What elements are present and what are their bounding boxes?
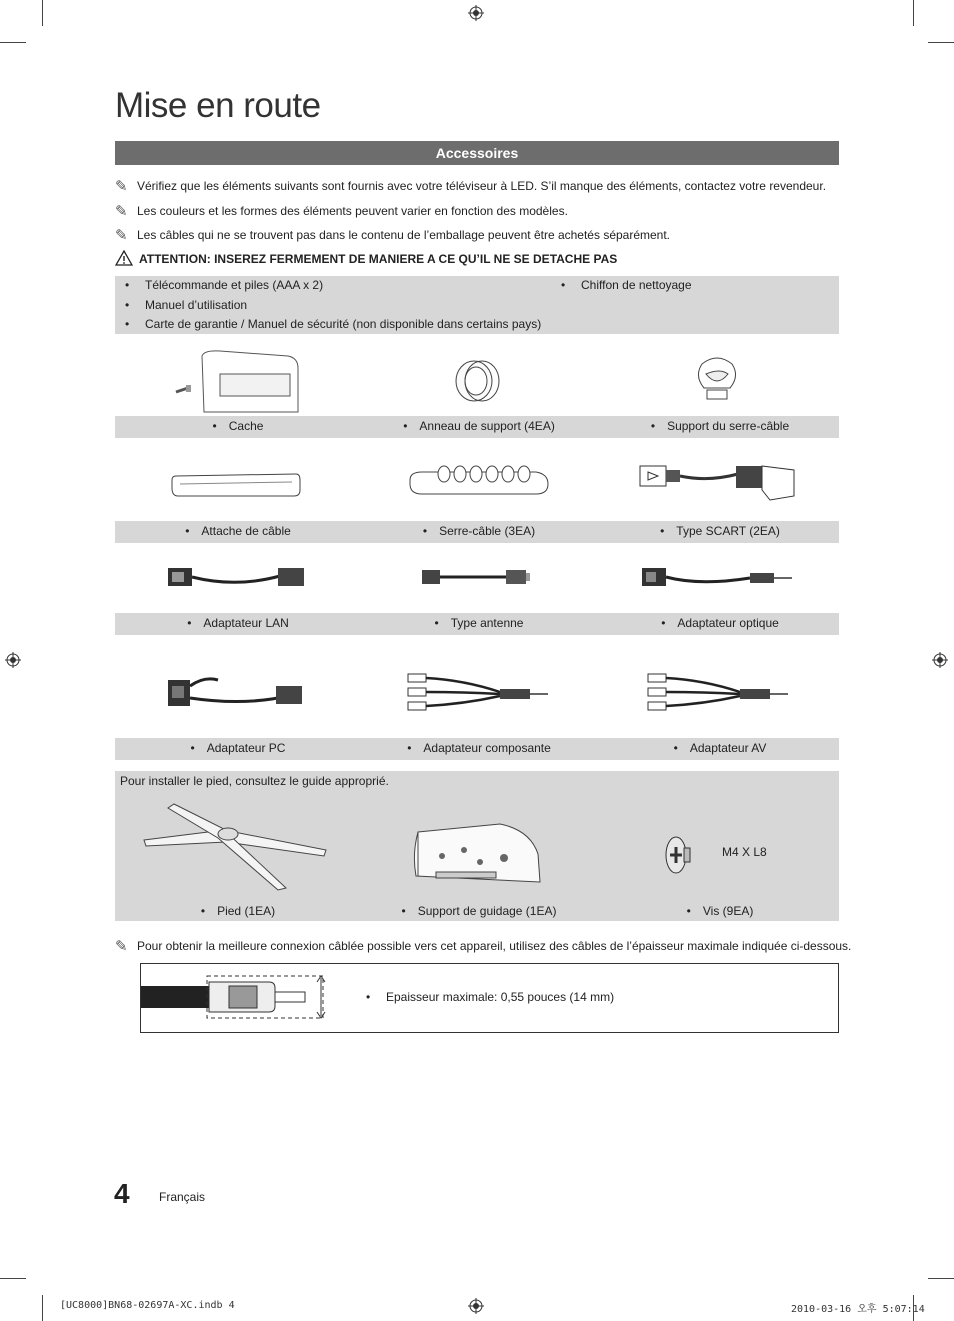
screw-illustration [664, 834, 692, 876]
note-line [115, 226, 670, 244]
list-item-text: Carte de garantie / Manuel de sécurité (non disponible dans certains pays) [145, 317, 542, 331]
caption-text: Type antenne [450, 616, 524, 630]
note-line [115, 937, 851, 955]
stand-illustration [140, 800, 330, 892]
caption-text: Support de guidage (1EA) [417, 904, 557, 918]
caption: • Support du serre-câble [650, 419, 790, 433]
pencil-note-icon: ✎ [115, 227, 128, 244]
section-header: Accessoires [115, 141, 839, 165]
thickness-item: • Epaisseur maximale: 0,55 pouces (14 mm) [366, 990, 615, 1004]
guide-stand-illustration [408, 820, 544, 886]
print-file-info: [UC8000]BN68-02697A-XC.indb 4 [60, 1300, 235, 1311]
crop-mark [42, 1295, 43, 1321]
cable-holder-support-illustration [692, 354, 742, 404]
list-item: • Carte de garantie / Manuel de sécurité (non disponible dans certains pays) [125, 317, 542, 331]
list-item-text: Chiffon de nettoyage [581, 278, 692, 292]
optical-adapter-illustration [640, 564, 796, 592]
caption-text: Support du serre-câble [667, 419, 790, 433]
crop-mark [928, 42, 954, 43]
pencil-note-icon: ✎ [115, 203, 128, 220]
registration-mark-icon [468, 5, 484, 21]
note-text: Les câbles qui ne se trouvent pas dans le contenu de l’emballage peuvent être achetés séparément. [137, 228, 671, 242]
cover-illustration [170, 348, 302, 416]
caption-text: Pied (1EA) [217, 904, 276, 918]
note-line [115, 177, 826, 195]
caption: • Adaptateur PC [190, 741, 286, 755]
caption-text: Vis (9EA) [702, 904, 754, 918]
list-item: • Chiffon de nettoyage [561, 278, 692, 292]
note-line [115, 202, 568, 220]
pencil-note-icon: ✎ [115, 938, 128, 955]
pc-adapter-illustration [164, 668, 308, 714]
caption: • Type antenne [434, 616, 524, 630]
caption: • Anneau de support (4EA) [403, 419, 555, 433]
caption: • Adaptateur LAN [187, 616, 289, 630]
registration-mark-icon [468, 1298, 484, 1314]
caption: • Adaptateur optique [661, 616, 779, 630]
caption-text: Adaptateur AV [689, 741, 767, 755]
warning-line [115, 250, 617, 266]
av-adapter-illustration [644, 670, 792, 714]
note-text: Les couleurs et les formes des éléments peuvent varier en fonction des modèles. [137, 204, 568, 218]
page-title: Mise en route [115, 86, 321, 125]
caption: • Pied (1EA) [200, 904, 276, 918]
warning-triangle-icon [115, 250, 133, 266]
crop-mark [913, 0, 914, 26]
list-item: • Télécommande et piles (AAA x 2) [125, 278, 324, 292]
note-text: Vérifiez que les éléments suivants sont fournis avec votre téléviseur à LED. S’il manque des éléments, contactez votre revendeur. [137, 179, 827, 193]
crop-mark [928, 1278, 954, 1279]
caption-text: Adaptateur composante [423, 741, 551, 755]
component-adapter-illustration [404, 670, 552, 714]
list-item-text: Manuel d’utilisation [145, 298, 248, 312]
caption-text: Type SCART (2EA) [676, 524, 780, 538]
cable-tie-illustration [170, 470, 302, 500]
caption: • Adaptateur composante [407, 741, 551, 755]
crop-mark [0, 42, 26, 43]
caption-text: Anneau de support (4EA) [419, 419, 555, 433]
registration-mark-icon [5, 652, 21, 668]
thickness-text: Epaisseur maximale: 0,55 pouces (14 mm) [386, 990, 615, 1004]
caption-text: Adaptateur PC [206, 741, 286, 755]
holder-ring-illustration [452, 358, 502, 404]
caption-text: Adaptateur optique [677, 616, 779, 630]
caption: • Type SCART (2EA) [660, 524, 780, 538]
cable-thickness-illustration [141, 972, 329, 1022]
lan-adapter-illustration [166, 562, 308, 594]
caption-text: Serre-câble (3EA) [439, 524, 536, 538]
stand-intro: Pour installer le pied, consultez le guide approprié. [120, 774, 389, 788]
warning-text: ATTENTION: INSEREZ FERMEMENT DE MANIERE A CE QU’IL NE SE DETACHE PAS [139, 252, 618, 266]
caption-text: Cache [228, 419, 264, 433]
caption-text: Attache de câble [201, 524, 291, 538]
print-timestamp: 2010-03-16 오후 5:07:14 [791, 1304, 925, 1315]
page-number: 4 [114, 1178, 130, 1209]
antenna-adapter-illustration [420, 566, 532, 588]
scart-cable-illustration [638, 460, 798, 506]
page-language: Français [159, 1190, 206, 1204]
pencil-note-icon: ✎ [115, 178, 128, 195]
caption: • Support de guidage (1EA) [401, 904, 557, 918]
caption-text: Adaptateur LAN [203, 616, 289, 630]
screw-size-label: M4 X L8 [722, 845, 767, 859]
caption: • Adaptateur AV [673, 741, 767, 755]
crop-mark [42, 0, 43, 26]
caption: • Vis (9EA) [686, 904, 754, 918]
caption: • Cache [212, 419, 264, 433]
caption: • Serre-câble (3EA) [422, 524, 536, 538]
list-item-text: Télécommande et piles (AAA x 2) [145, 278, 324, 292]
cable-holder-illustration [406, 462, 550, 502]
caption: • Attache de câble [185, 524, 291, 538]
crop-mark [0, 1278, 26, 1279]
list-item: • Manuel d’utilisation [125, 298, 248, 312]
note-text: Pour obtenir la meilleure connexion câblée possible vers cet appareil, utilisez des câbles de l’épaisseur maximale indiquée ci-dessous. [137, 939, 852, 953]
registration-mark-icon [932, 652, 948, 668]
